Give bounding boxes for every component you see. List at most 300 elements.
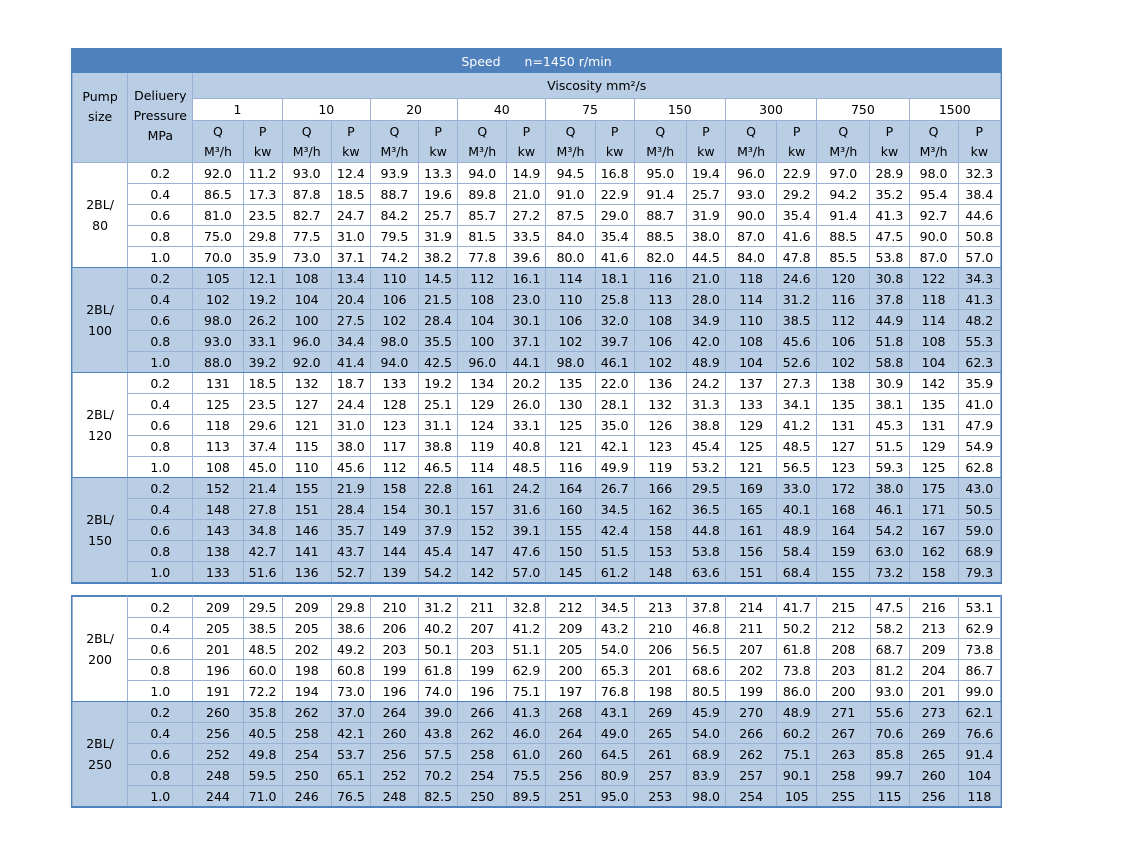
flow-value-cell: 257: [634, 765, 686, 786]
power-value-cell: 21.0: [686, 268, 725, 289]
flow-value-cell: 122: [909, 268, 958, 289]
flow-value-cell: 206: [370, 618, 418, 639]
flow-value-cell: 88.5: [817, 226, 870, 247]
power-value-cell: 18.5: [243, 373, 282, 394]
flow-value-cell: 131: [193, 373, 243, 394]
flow-value-cell: 134: [458, 373, 507, 394]
flow-value-cell: 131: [817, 415, 870, 436]
power-value-cell: 82.5: [419, 786, 458, 807]
power-value-cell: 29.5: [686, 478, 725, 499]
power-value-cell: 61.8: [777, 639, 817, 660]
power-value-cell: 43.8: [419, 723, 458, 744]
power-value-cell: 58.8: [870, 352, 909, 373]
power-label: P: [258, 123, 267, 139]
pressure-cell: 0.6: [128, 205, 193, 226]
viscosity-value: 1: [193, 99, 282, 121]
power-value-cell: 31.9: [419, 226, 458, 247]
pressure-cell: 0.2: [128, 478, 193, 499]
power-value-cell: 24.4: [331, 394, 370, 415]
power-value-cell: 35.7: [331, 520, 370, 541]
power-value-cell: 23.5: [243, 205, 282, 226]
pump-group: [73, 373, 1001, 478]
power-value-cell: 75.1: [507, 681, 546, 702]
power-value-cell: 93.0: [870, 681, 909, 702]
flow-value-cell: 196: [193, 660, 243, 681]
flow-value-cell: 86.5: [193, 184, 243, 205]
power-value-cell: 43.7: [331, 541, 370, 562]
flow-unit: M³/h: [468, 143, 497, 159]
pump-size-line: Pump: [82, 88, 118, 104]
flow-value-cell: 210: [370, 597, 418, 618]
power-value-cell: 75.1: [777, 744, 817, 765]
flow-value-cell: 113: [634, 289, 686, 310]
power-value-cell: 27.3: [777, 373, 817, 394]
flow-value-cell: 115: [282, 436, 331, 457]
flow-label: Q: [838, 123, 849, 139]
power-value-cell: 68.9: [958, 541, 1000, 562]
power-value-cell: 31.6: [507, 499, 546, 520]
power-value-cell: 68.4: [777, 562, 817, 583]
delivery-pressure-line: Deliuery: [134, 87, 187, 103]
flow-value-cell: 113: [193, 436, 243, 457]
power-value-cell: 47.5: [870, 226, 909, 247]
power-value-cell: 50.5: [958, 499, 1000, 520]
power-value-cell: 37.1: [331, 247, 370, 268]
power-value-cell: 35.5: [419, 331, 458, 352]
flow-value-cell: 202: [726, 660, 777, 681]
flow-value-cell: 108: [909, 331, 958, 352]
flow-value-cell: 135: [817, 394, 870, 415]
power-value-cell: 29.0: [595, 205, 634, 226]
pump-size-text: 100: [88, 323, 113, 338]
power-value-cell: 32.3: [958, 163, 1000, 184]
power-value-cell: 23.0: [507, 289, 546, 310]
power-value-cell: 13.4: [331, 268, 370, 289]
flow-value-cell: 108: [282, 268, 331, 289]
flow-value-cell: 98.0: [193, 310, 243, 331]
flow-value-cell: 121: [282, 415, 331, 436]
flow-value-cell: 260: [370, 723, 418, 744]
power-value-cell: 74.0: [419, 681, 458, 702]
power-value-cell: 18.5: [331, 184, 370, 205]
flow-value-cell: 87.0: [909, 247, 958, 268]
power-value-cell: 37.8: [686, 597, 725, 618]
flow-value-cell: 145: [546, 562, 595, 583]
delivery-pressure-line: Pressure: [133, 107, 187, 123]
power-value-cell: 49.0: [595, 723, 634, 744]
power-value-cell: 44.1: [507, 352, 546, 373]
power-value-cell: 56.5: [777, 457, 817, 478]
power-value-cell: 38.8: [419, 436, 458, 457]
flow-value-cell: 199: [370, 660, 418, 681]
power-value-cell: 62.9: [958, 618, 1000, 639]
flow-value-cell: 209: [282, 597, 331, 618]
viscosity-value: 750: [817, 99, 909, 121]
flow-value-cell: 114: [909, 310, 958, 331]
pump-size-cell: [73, 373, 128, 478]
flow-value-cell: 266: [458, 702, 507, 723]
flow-value-cell: 108: [193, 457, 243, 478]
power-value-cell: 62.9: [507, 660, 546, 681]
power-value-cell: 61.2: [595, 562, 634, 583]
flow-value-cell: 102: [193, 289, 243, 310]
flow-value-cell: 119: [458, 436, 507, 457]
power-value-cell: 31.1: [419, 415, 458, 436]
power-value-cell: 41.3: [958, 289, 1000, 310]
table-row: [73, 660, 1001, 681]
pressure-cell: 0.4: [128, 723, 193, 744]
power-value-cell: 70.6: [870, 723, 909, 744]
flow-value-cell: 264: [370, 702, 418, 723]
flow-value-cell: 205: [282, 618, 331, 639]
power-value-cell: 19.4: [686, 163, 725, 184]
power-value-cell: 43.2: [595, 618, 634, 639]
pressure-cell: 1.0: [128, 352, 193, 373]
power-value-cell: 34.5: [595, 499, 634, 520]
pump-group: [73, 478, 1001, 583]
power-unit: kw: [787, 143, 806, 159]
power-value-cell: 70.2: [419, 765, 458, 786]
power-value-cell: 43.1: [595, 702, 634, 723]
power-value-cell: 41.2: [777, 415, 817, 436]
power-value-cell: 59.3: [870, 457, 909, 478]
power-unit-header: [331, 121, 370, 163]
flow-value-cell: 123: [370, 415, 418, 436]
flow-value-cell: 265: [909, 744, 958, 765]
pump-size-text: 2BL/: [86, 407, 114, 422]
flow-value-cell: 102: [634, 352, 686, 373]
power-value-cell: 51.6: [243, 562, 282, 583]
pump-group: [73, 597, 1001, 702]
flow-value-cell: 139: [370, 562, 418, 583]
flow-value-cell: 102: [370, 310, 418, 331]
flow-value-cell: 90.0: [909, 226, 958, 247]
performance-table-upper: [72, 49, 1001, 583]
power-value-cell: 62.8: [958, 457, 1000, 478]
pump-size-text: 250: [88, 757, 113, 772]
power-value-cell: 79.3: [958, 562, 1000, 583]
flow-value-cell: 246: [282, 786, 331, 807]
flow-value-cell: 132: [282, 373, 331, 394]
flow-value-cell: 146: [282, 520, 331, 541]
power-value-cell: 16.1: [507, 268, 546, 289]
power-value-cell: 50.1: [419, 639, 458, 660]
power-value-cell: 53.8: [870, 247, 909, 268]
power-value-cell: 80.5: [686, 681, 725, 702]
table-row: [73, 786, 1001, 807]
pump-size-cell: [73, 268, 128, 373]
flow-unit-header: [634, 121, 686, 163]
power-value-cell: 59.0: [958, 520, 1000, 541]
flow-value-cell: 87.0: [725, 226, 776, 247]
flow-value-cell: 129: [909, 436, 958, 457]
flow-value-cell: 157: [458, 499, 507, 520]
power-value-cell: 31.2: [777, 289, 817, 310]
power-value-cell: 27.2: [507, 205, 546, 226]
flow-unit: M³/h: [829, 143, 858, 159]
flow-value-cell: 142: [909, 373, 958, 394]
power-value-cell: 54.2: [870, 520, 909, 541]
power-value-cell: 32.8: [507, 597, 546, 618]
power-value-cell: 27.8: [243, 499, 282, 520]
flow-value-cell: 84.2: [370, 205, 418, 226]
flow-value-cell: 74.2: [370, 247, 418, 268]
power-unit-header: [777, 121, 817, 163]
power-value-cell: 37.4: [243, 436, 282, 457]
power-value-cell: 44.5: [686, 247, 725, 268]
power-value-cell: 59.5: [243, 765, 282, 786]
pressure-cell: 1.0: [128, 247, 193, 268]
flow-label: Q: [389, 123, 400, 139]
flow-value-cell: 79.5: [370, 226, 418, 247]
power-value-cell: 76.5: [331, 786, 370, 807]
flow-value-cell: 252: [193, 744, 243, 765]
power-value-cell: 54.0: [595, 639, 634, 660]
flow-value-cell: 251: [546, 786, 595, 807]
power-value-cell: 38.2: [419, 247, 458, 268]
power-value-cell: 25.1: [419, 394, 458, 415]
power-unit: kw: [605, 143, 624, 159]
flow-label: Q: [213, 123, 223, 139]
power-value-cell: 29.5: [243, 597, 282, 618]
power-value-cell: 48.9: [777, 702, 817, 723]
flow-unit: M³/h: [556, 143, 585, 159]
power-value-cell: 52.7: [331, 562, 370, 583]
table-row: [73, 618, 1001, 639]
power-value-cell: 83.9: [686, 765, 725, 786]
power-value-cell: 28.0: [686, 289, 725, 310]
power-unit-header: [958, 121, 1000, 163]
delivery-pressure-line: MPa: [147, 127, 173, 143]
power-value-cell: 42.7: [243, 541, 282, 562]
flow-unit: M³/h: [292, 143, 321, 159]
power-value-cell: 86.0: [777, 681, 817, 702]
flow-value-cell: 172: [817, 478, 870, 499]
power-value-cell: 58.2: [870, 618, 909, 639]
power-value-cell: 41.6: [777, 226, 817, 247]
power-value-cell: 37.9: [419, 520, 458, 541]
power-value-cell: 54.9: [958, 436, 1000, 457]
flow-value-cell: 94.5: [546, 163, 595, 184]
flow-value-cell: 84.0: [546, 226, 595, 247]
power-value-cell: 42.1: [595, 436, 634, 457]
flow-value-cell: 147: [458, 541, 507, 562]
flow-value-cell: 269: [634, 702, 686, 723]
power-value-cell: 16.8: [595, 163, 634, 184]
flow-unit-header: [458, 121, 507, 163]
flow-value-cell: 207: [458, 618, 507, 639]
power-value-cell: 24.6: [777, 268, 817, 289]
flow-label: Q: [477, 123, 488, 139]
power-value-cell: 65.3: [595, 660, 634, 681]
flow-value-cell: 127: [817, 436, 870, 457]
pressure-cell: 0.2: [128, 373, 193, 394]
pressure-cell: 0.6: [128, 310, 193, 331]
flow-value-cell: 212: [817, 618, 870, 639]
pump-size-text: 150: [88, 533, 113, 548]
flow-value-cell: 124: [458, 415, 507, 436]
power-value-cell: 39.6: [507, 247, 546, 268]
table-row: [73, 394, 1001, 415]
flow-unit-header: [282, 121, 331, 163]
power-value-cell: 45.6: [331, 457, 370, 478]
table-row: [73, 289, 1001, 310]
power-value-cell: 34.1: [777, 394, 817, 415]
power-value-cell: 44.8: [686, 520, 725, 541]
power-value-cell: 53.8: [686, 541, 725, 562]
power-label: P: [434, 123, 442, 139]
pump-size-text: 2BL/: [86, 197, 114, 212]
power-value-cell: 41.3: [870, 205, 909, 226]
flow-value-cell: 110: [370, 268, 418, 289]
power-value-cell: 37.0: [331, 702, 370, 723]
flow-value-cell: 198: [634, 681, 686, 702]
flow-value-cell: 144: [370, 541, 418, 562]
power-value-cell: 47.9: [958, 415, 1000, 436]
power-value-cell: 29.8: [331, 597, 370, 618]
power-value-cell: 48.5: [507, 457, 546, 478]
pressure-cell: 0.2: [128, 597, 193, 618]
power-value-cell: 49.8: [243, 744, 282, 765]
flow-value-cell: 150: [546, 541, 595, 562]
flow-value-cell: 123: [817, 457, 870, 478]
flow-value-cell: 151: [725, 562, 776, 583]
power-value-cell: 26.2: [243, 310, 282, 331]
power-value-cell: 46.0: [507, 723, 546, 744]
flow-value-cell: 77.5: [282, 226, 331, 247]
pressure-cell: 0.8: [128, 660, 193, 681]
power-value-cell: 73.2: [870, 562, 909, 583]
power-value-cell: 48.9: [777, 520, 817, 541]
flow-value-cell: 142: [458, 562, 507, 583]
flow-value-cell: 108: [458, 289, 507, 310]
power-value-cell: 34.5: [595, 597, 634, 618]
power-value-cell: 37.1: [507, 331, 546, 352]
power-label: P: [347, 123, 355, 139]
flow-label: Q: [565, 123, 576, 139]
flow-value-cell: 88.7: [634, 205, 686, 226]
viscosity-value: 40: [458, 99, 546, 121]
flow-value-cell: 213: [909, 618, 958, 639]
delivery-pressure-header: [128, 73, 193, 163]
flow-value-cell: 216: [909, 597, 958, 618]
power-value-cell: 24.2: [686, 373, 725, 394]
power-value-cell: 90.1: [777, 765, 817, 786]
flow-value-cell: 135: [546, 373, 595, 394]
flow-label: Q: [301, 123, 312, 139]
flow-value-cell: 92.0: [282, 352, 331, 373]
power-value-cell: 49.9: [595, 457, 634, 478]
flow-value-cell: 191: [193, 681, 243, 702]
flow-value-cell: 104: [909, 352, 958, 373]
power-label: P: [792, 123, 801, 139]
flow-value-cell: 93.9: [370, 163, 418, 184]
power-value-cell: 22.9: [777, 163, 817, 184]
power-value-cell: 53.1: [958, 597, 1000, 618]
power-value-cell: 21.9: [331, 478, 370, 499]
power-value-cell: 73.0: [331, 681, 370, 702]
flow-value-cell: 258: [458, 744, 507, 765]
power-value-cell: 95.0: [595, 786, 634, 807]
power-value-cell: 53.2: [686, 457, 725, 478]
table-row: [73, 597, 1001, 618]
flow-value-cell: 96.0: [458, 352, 507, 373]
flow-value-cell: 151: [282, 499, 331, 520]
power-value-cell: 44.6: [958, 205, 1000, 226]
power-value-cell: 71.0: [243, 786, 282, 807]
flow-value-cell: 94.0: [370, 352, 418, 373]
table-row: [73, 681, 1001, 702]
table-row: [73, 247, 1001, 268]
flow-value-cell: 88.5: [634, 226, 686, 247]
power-value-cell: 39.1: [507, 520, 546, 541]
flow-value-cell: 112: [370, 457, 418, 478]
power-value-cell: 60.2: [777, 723, 817, 744]
power-value-cell: 28.4: [419, 310, 458, 331]
flow-value-cell: 169: [725, 478, 776, 499]
flow-value-cell: 94.2: [817, 184, 870, 205]
flow-value-cell: 161: [458, 478, 507, 499]
flow-value-cell: 201: [909, 681, 958, 702]
flow-value-cell: 263: [817, 744, 870, 765]
power-value-cell: 40.8: [507, 436, 546, 457]
pressure-cell: 0.4: [128, 394, 193, 415]
pressure-cell: 1.0: [128, 457, 193, 478]
flow-value-cell: 98.0: [909, 163, 958, 184]
flow-value-cell: 127: [282, 394, 331, 415]
flow-value-cell: 252: [370, 765, 418, 786]
pump-size-text: 200: [88, 652, 113, 667]
power-value-cell: 54.0: [686, 723, 725, 744]
flow-value-cell: 95.4: [909, 184, 958, 205]
power-unit: kw: [970, 143, 989, 159]
power-value-cell: 46.1: [870, 499, 909, 520]
table-row: [73, 562, 1001, 583]
flow-value-cell: 175: [909, 478, 958, 499]
viscosity-value: 20: [370, 99, 457, 121]
flow-value-cell: 104: [458, 310, 507, 331]
power-value-cell: 38.8: [686, 415, 725, 436]
power-unit-header: [507, 121, 546, 163]
pressure-cell: 0.6: [128, 520, 193, 541]
flow-value-cell: 93.0: [193, 331, 243, 352]
power-value-cell: 40.2: [419, 618, 458, 639]
pump-size-line: size: [87, 108, 113, 124]
pressure-cell: 0.4: [128, 499, 193, 520]
pressure-cell: 0.6: [128, 744, 193, 765]
flow-unit-header: [725, 121, 776, 163]
power-value-cell: 51.1: [507, 639, 546, 660]
table-row: [73, 478, 1001, 499]
pump-size-cell: [73, 597, 128, 702]
power-value-cell: 45.9: [686, 702, 725, 723]
viscosity-value: 150: [634, 99, 725, 121]
power-unit: kw: [253, 143, 272, 159]
power-value-cell: 12.1: [243, 268, 282, 289]
power-value-cell: 33.0: [777, 478, 817, 499]
performance-table-lower: [72, 596, 1001, 807]
flow-value-cell: 215: [817, 597, 870, 618]
power-value-cell: 34.9: [686, 310, 725, 331]
speed-label: Speed: [461, 53, 501, 69]
flow-value-cell: 255: [817, 786, 870, 807]
flow-value-cell: 141: [282, 541, 331, 562]
flow-value-cell: 155: [282, 478, 331, 499]
power-unit-header: [870, 121, 909, 163]
table-row: [73, 499, 1001, 520]
power-value-cell: 45.3: [870, 415, 909, 436]
flow-value-cell: 105: [193, 268, 243, 289]
